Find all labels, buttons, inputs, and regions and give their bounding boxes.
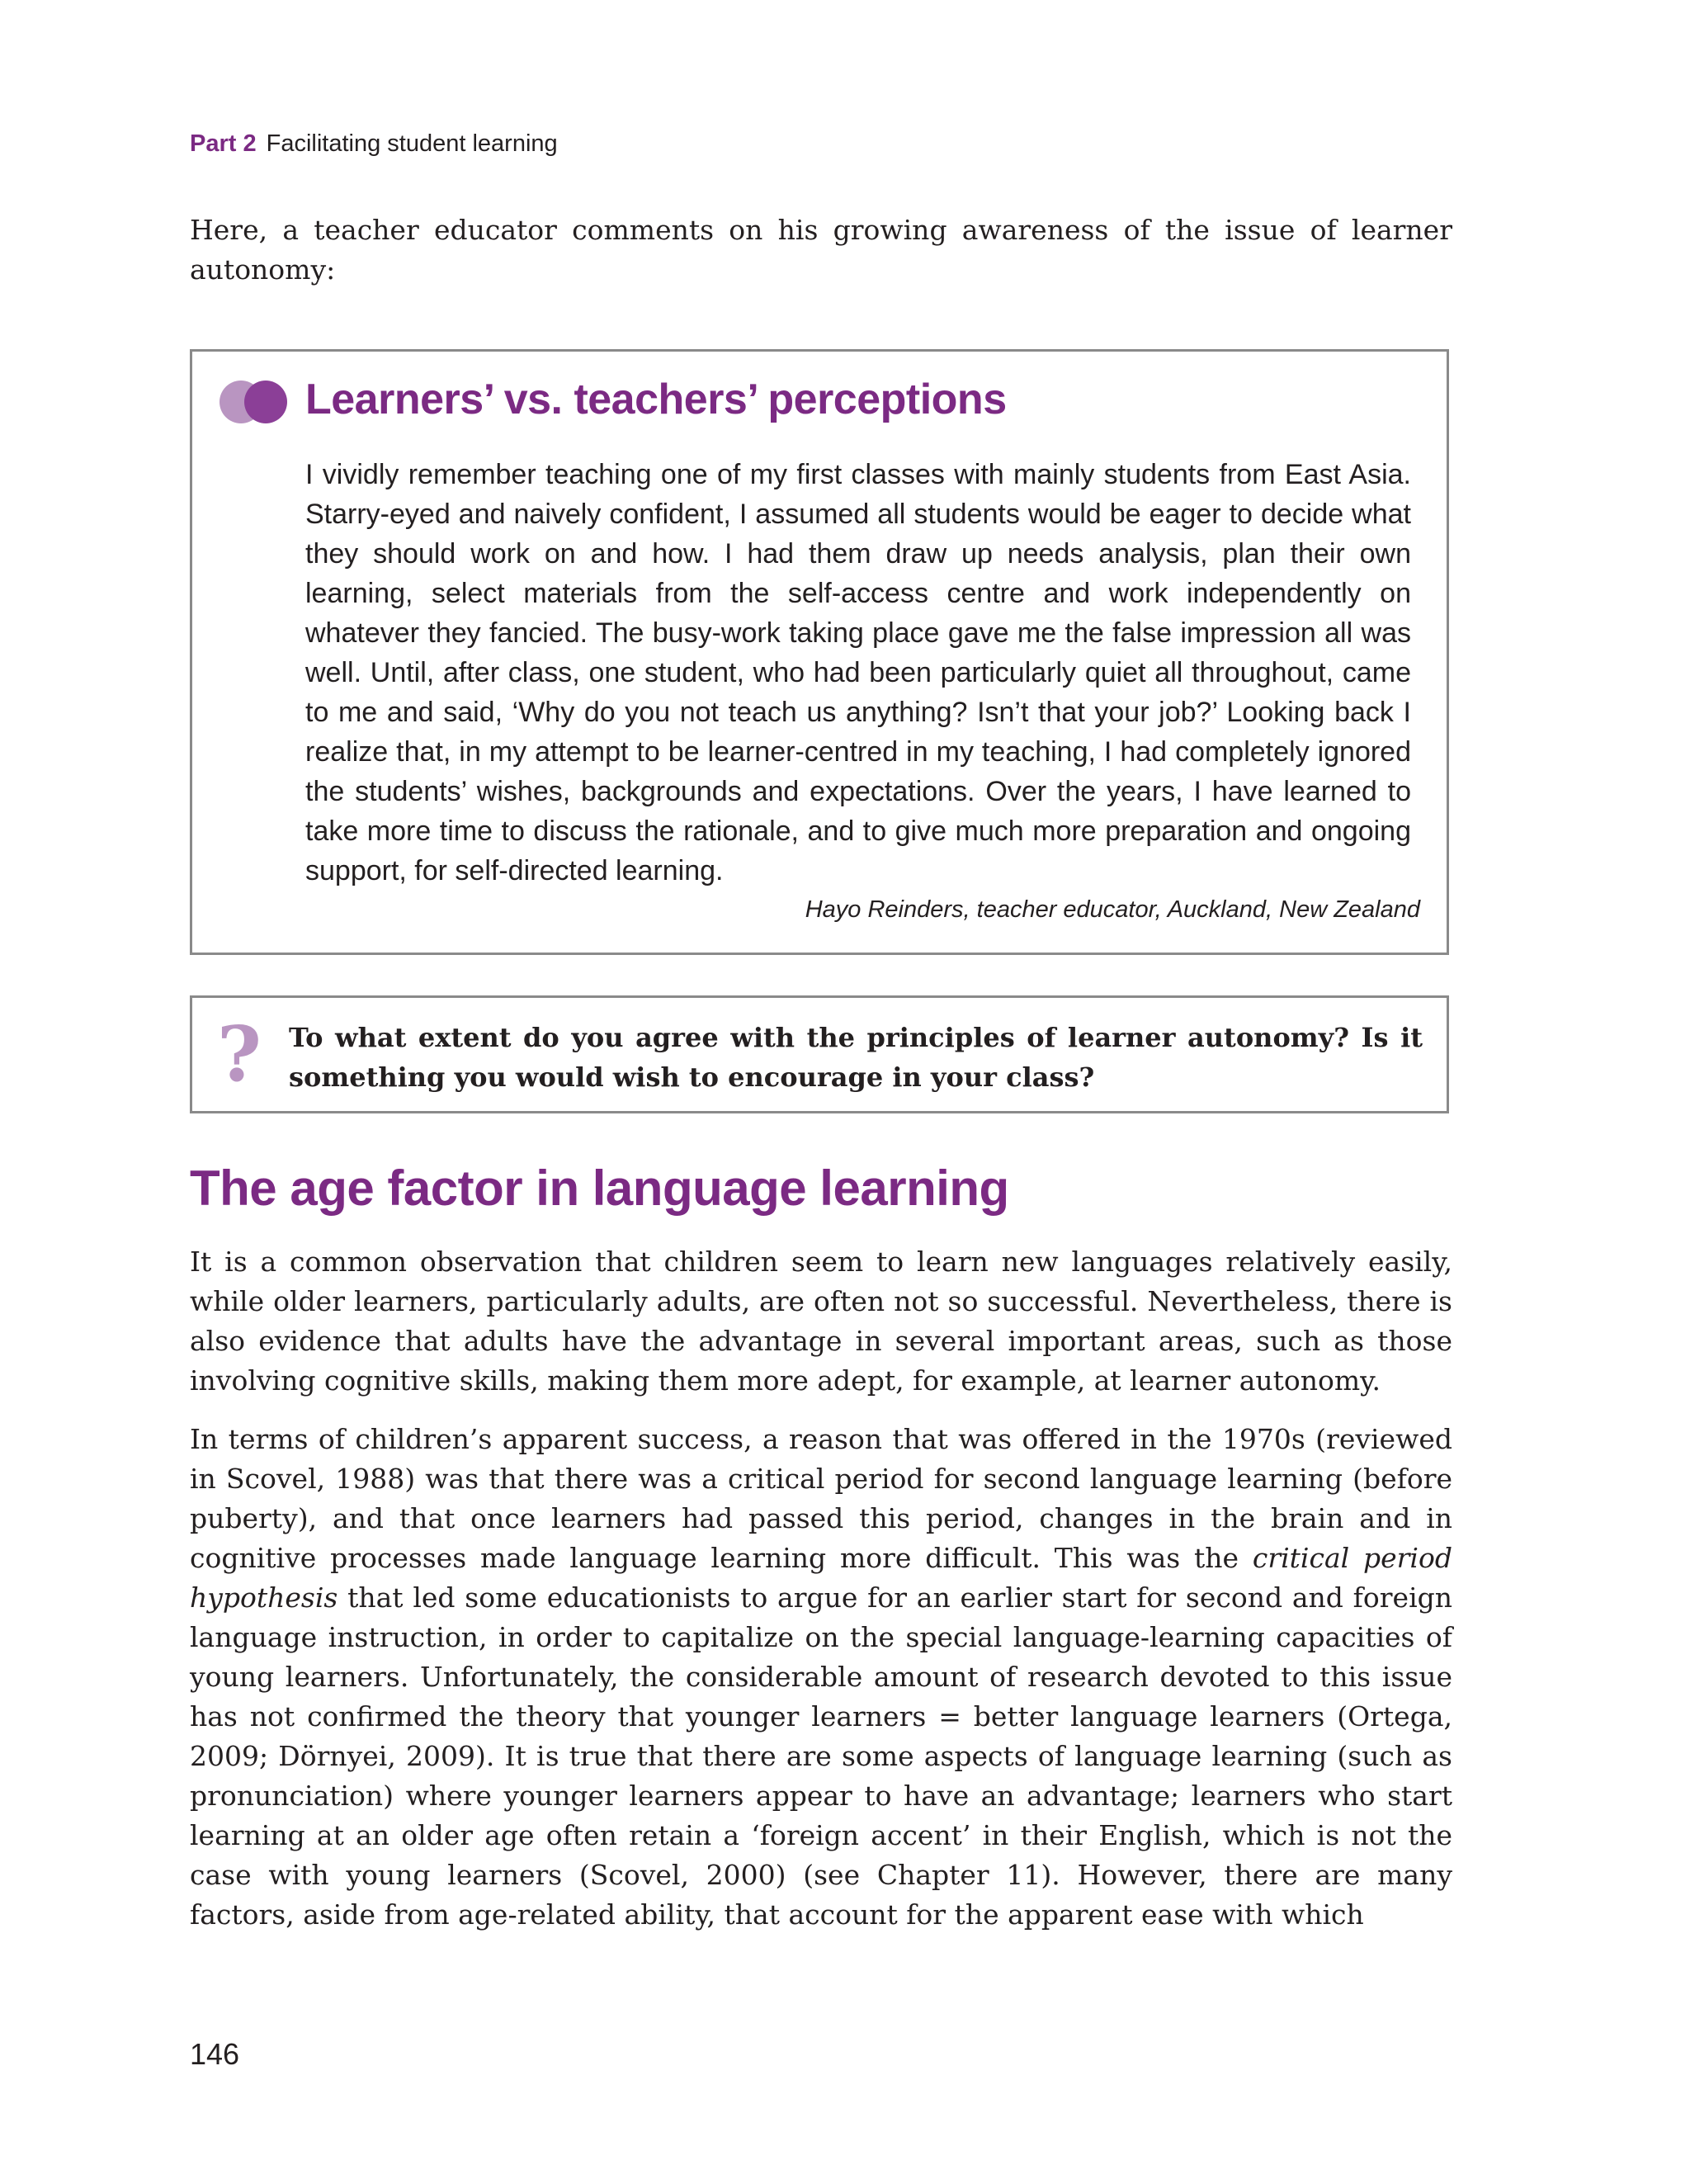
quote-box — [190, 349, 1449, 955]
critical-period-hypothesis-term: critical period hypothesis — [190, 1542, 1452, 1614]
quote-attribution: Hayo Reinders, teacher educator, Auckland, New Zealand — [805, 896, 1420, 923]
body-paragraph-2-part-b: that led some educationists to argue for an earlier start for second and foreign language instruction, in order to capitalize on the special language-learning capacities of young learners. Unfortunately, the considerable amount of research devoted to this issue has not confirmed the theory that younger learners = better language learners (Ortega, 2009; Dörnyei, 2009). It is true that there are some aspects of language learning (such as pronunciation) where younger learners appear to have an advantage; learners who start learning at an older age often retain a ‘foreign accent’ in their English, which is not the case with young learners (Scovel, 2000) (see Chapter 11). However, there are many factors, aside from age-related ability, that account for the apparent ease with which — [190, 1581, 1452, 1931]
running-head-title: Facilitating student learning — [266, 130, 558, 157]
overlapping-circles-icon — [220, 381, 289, 423]
running-head — [190, 130, 558, 158]
body-paragraph-2-part-a: In terms of children’s apparent success, a reason that was offered in the 1970s (reviewed in Scovel, 1988) was that there was a critical period for second language learning (before puberty), and that once learners had passed this period, changes in the brain and in cognitive processes made language learning more difficult. This was the — [190, 1423, 1452, 1574]
quote-box-title: Learners’ vs. teachers’ perceptions — [305, 376, 1007, 423]
question-mark-icon: ? — [217, 1009, 262, 1099]
quote-box-body: I vividly remember teaching one of my first classes with mainly students from East Asia. Starry-eyed and naively confident, I assumed all students would be eager to decide what they should work on and how. I had them draw up needs analysis, plan their own learning, select materials from the self-access centre and work independently on whatever they fancied. The busy-work taking place gave me the false impression all was well. Until, after class, one student, who had been particularly quiet all throughout, came to me and said, ‘Why do you not teach us anything? Isn’t that your job?’ Looking back I realize that, in my attempt to be learner-centred in my teaching, I had completely ignored the students’ wishes, backgrounds and expectations. Over the years, I have learned to take more time to discuss the rationale, and to give much more preparation and ongoing support, for self-directed learning. — [305, 459, 1411, 886]
question-text: To what extent do you agree with the principles of learner autonomy? Is it something you would wish to encourage in your class? — [289, 1022, 1423, 1093]
body-paragraph-1: It is a common observation that children seem to learn new languages relatively easily, while older learners, particularly adults, are often not so successful. Nevertheless, there is also evidence that adults have the advantage in several important areas, such as those involving cognitive skills, making them more adept, for example, at learner autonomy. — [190, 1246, 1452, 1397]
intro-paragraph: Here, a teacher educator comments on his growing awareness of the issue of learner autonomy: — [190, 214, 1452, 286]
page-number: 146 — [190, 2037, 240, 2071]
running-head-part: Part 2 — [190, 130, 257, 157]
body-paragraph-2 — [190, 1420, 1452, 1935]
section-heading: The age factor in language learning — [190, 1161, 1009, 1216]
question-box — [190, 995, 1449, 1113]
